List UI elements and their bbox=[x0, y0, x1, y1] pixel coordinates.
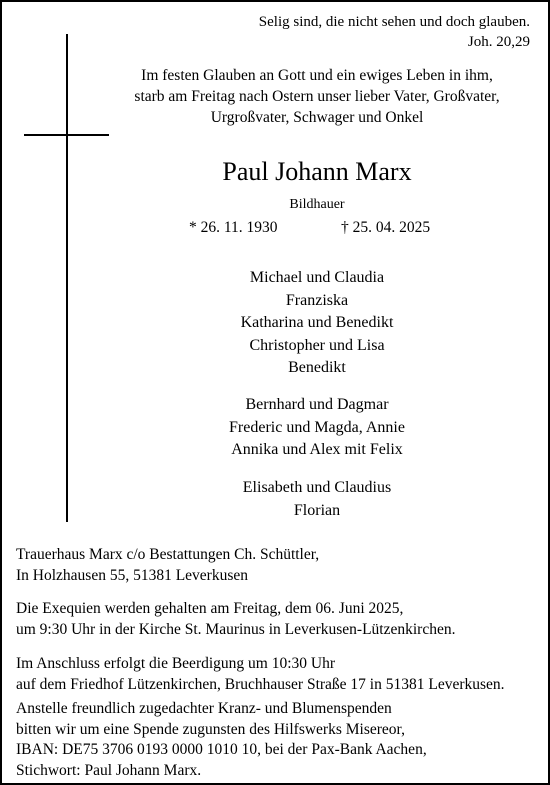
info-line: Die Exequien werden gehalten am Freitag, dem 06. Juni 2025, bbox=[16, 600, 404, 617]
address-line: Trauerhaus Marx c/o Bestattungen Ch. Schüttler, bbox=[16, 546, 320, 563]
deceased-name: Paul Johann Marx bbox=[222, 157, 412, 186]
donation-info bbox=[16, 699, 427, 781]
info-line: Stichwort: Paul Johann Marx. bbox=[16, 761, 202, 779]
family-member: Katharina und Benedikt bbox=[240, 314, 394, 331]
life-dates bbox=[97, 218, 537, 238]
info-line: IBAN: DE75 3706 0193 0000 1010 10, bei der Pax-Bank Aachen, bbox=[16, 741, 427, 758]
family-member: Frederic und Magda, Annie bbox=[229, 418, 405, 436]
intro-line: Im festen Glauben an Gott und ein ewiges Leben in ihm, bbox=[141, 67, 493, 84]
quote-text: Selig sind, die nicht sehen und doch glauben. bbox=[258, 14, 530, 30]
info-line: bitten wir um eine Spende zugunsten des Hilfswerks Misereor, bbox=[16, 720, 405, 738]
intro-line: Urgroßvater, Schwager und Onkel bbox=[210, 109, 424, 126]
info-line: auf dem Friedhof Lützenkirchen, Bruchhauser Straße 17 in 51381 Leverkusen. bbox=[16, 675, 505, 693]
birth-date: * 26. 11. 1930 bbox=[189, 219, 278, 236]
family-group bbox=[97, 394, 537, 462]
mourning-house-address bbox=[16, 545, 319, 586]
family-member: Michael und Claudia bbox=[249, 269, 385, 286]
quote-reference: Joh. 20,29 bbox=[467, 34, 530, 50]
bible-quote bbox=[259, 12, 530, 52]
family-member: Bernhard und Dagmar bbox=[245, 396, 389, 413]
address-line: In Holzhausen 55, 51381 Leverkusen bbox=[16, 566, 249, 584]
family-member: Franziska bbox=[285, 291, 349, 309]
intro-text bbox=[97, 65, 537, 128]
funeral-mass-info bbox=[16, 599, 455, 640]
family-member: Christopher und Lisa bbox=[249, 336, 385, 354]
burial-info bbox=[16, 654, 505, 695]
cross-icon bbox=[66, 34, 68, 522]
family-member: Annika und Alex mit Felix bbox=[231, 441, 403, 458]
info-line: Anstelle freundlich zugedachter Kranz- und Blumenspenden bbox=[16, 700, 392, 717]
cross-icon-bar bbox=[24, 134, 109, 136]
info-line: Im Anschluss erfolgt die Beerdigung um 10:30 Uhr bbox=[16, 655, 335, 672]
family-group bbox=[97, 477, 537, 522]
family-group bbox=[97, 267, 537, 380]
family-member: Benedikt bbox=[288, 359, 346, 376]
intro-line: starb am Freitag nach Ostern unser lieber Vater, Großvater, bbox=[134, 88, 500, 105]
deceased-profession: Bildhauer bbox=[289, 197, 345, 212]
info-line: um 9:30 Uhr in der Kirche St. Maurinus in Leverkusen-Lützenkirchen. bbox=[16, 620, 456, 638]
family-member: Florian bbox=[293, 501, 341, 519]
family-member: Elisabeth und Claudius bbox=[242, 479, 392, 496]
death-date: † 25. 04. 2025 bbox=[341, 219, 431, 236]
